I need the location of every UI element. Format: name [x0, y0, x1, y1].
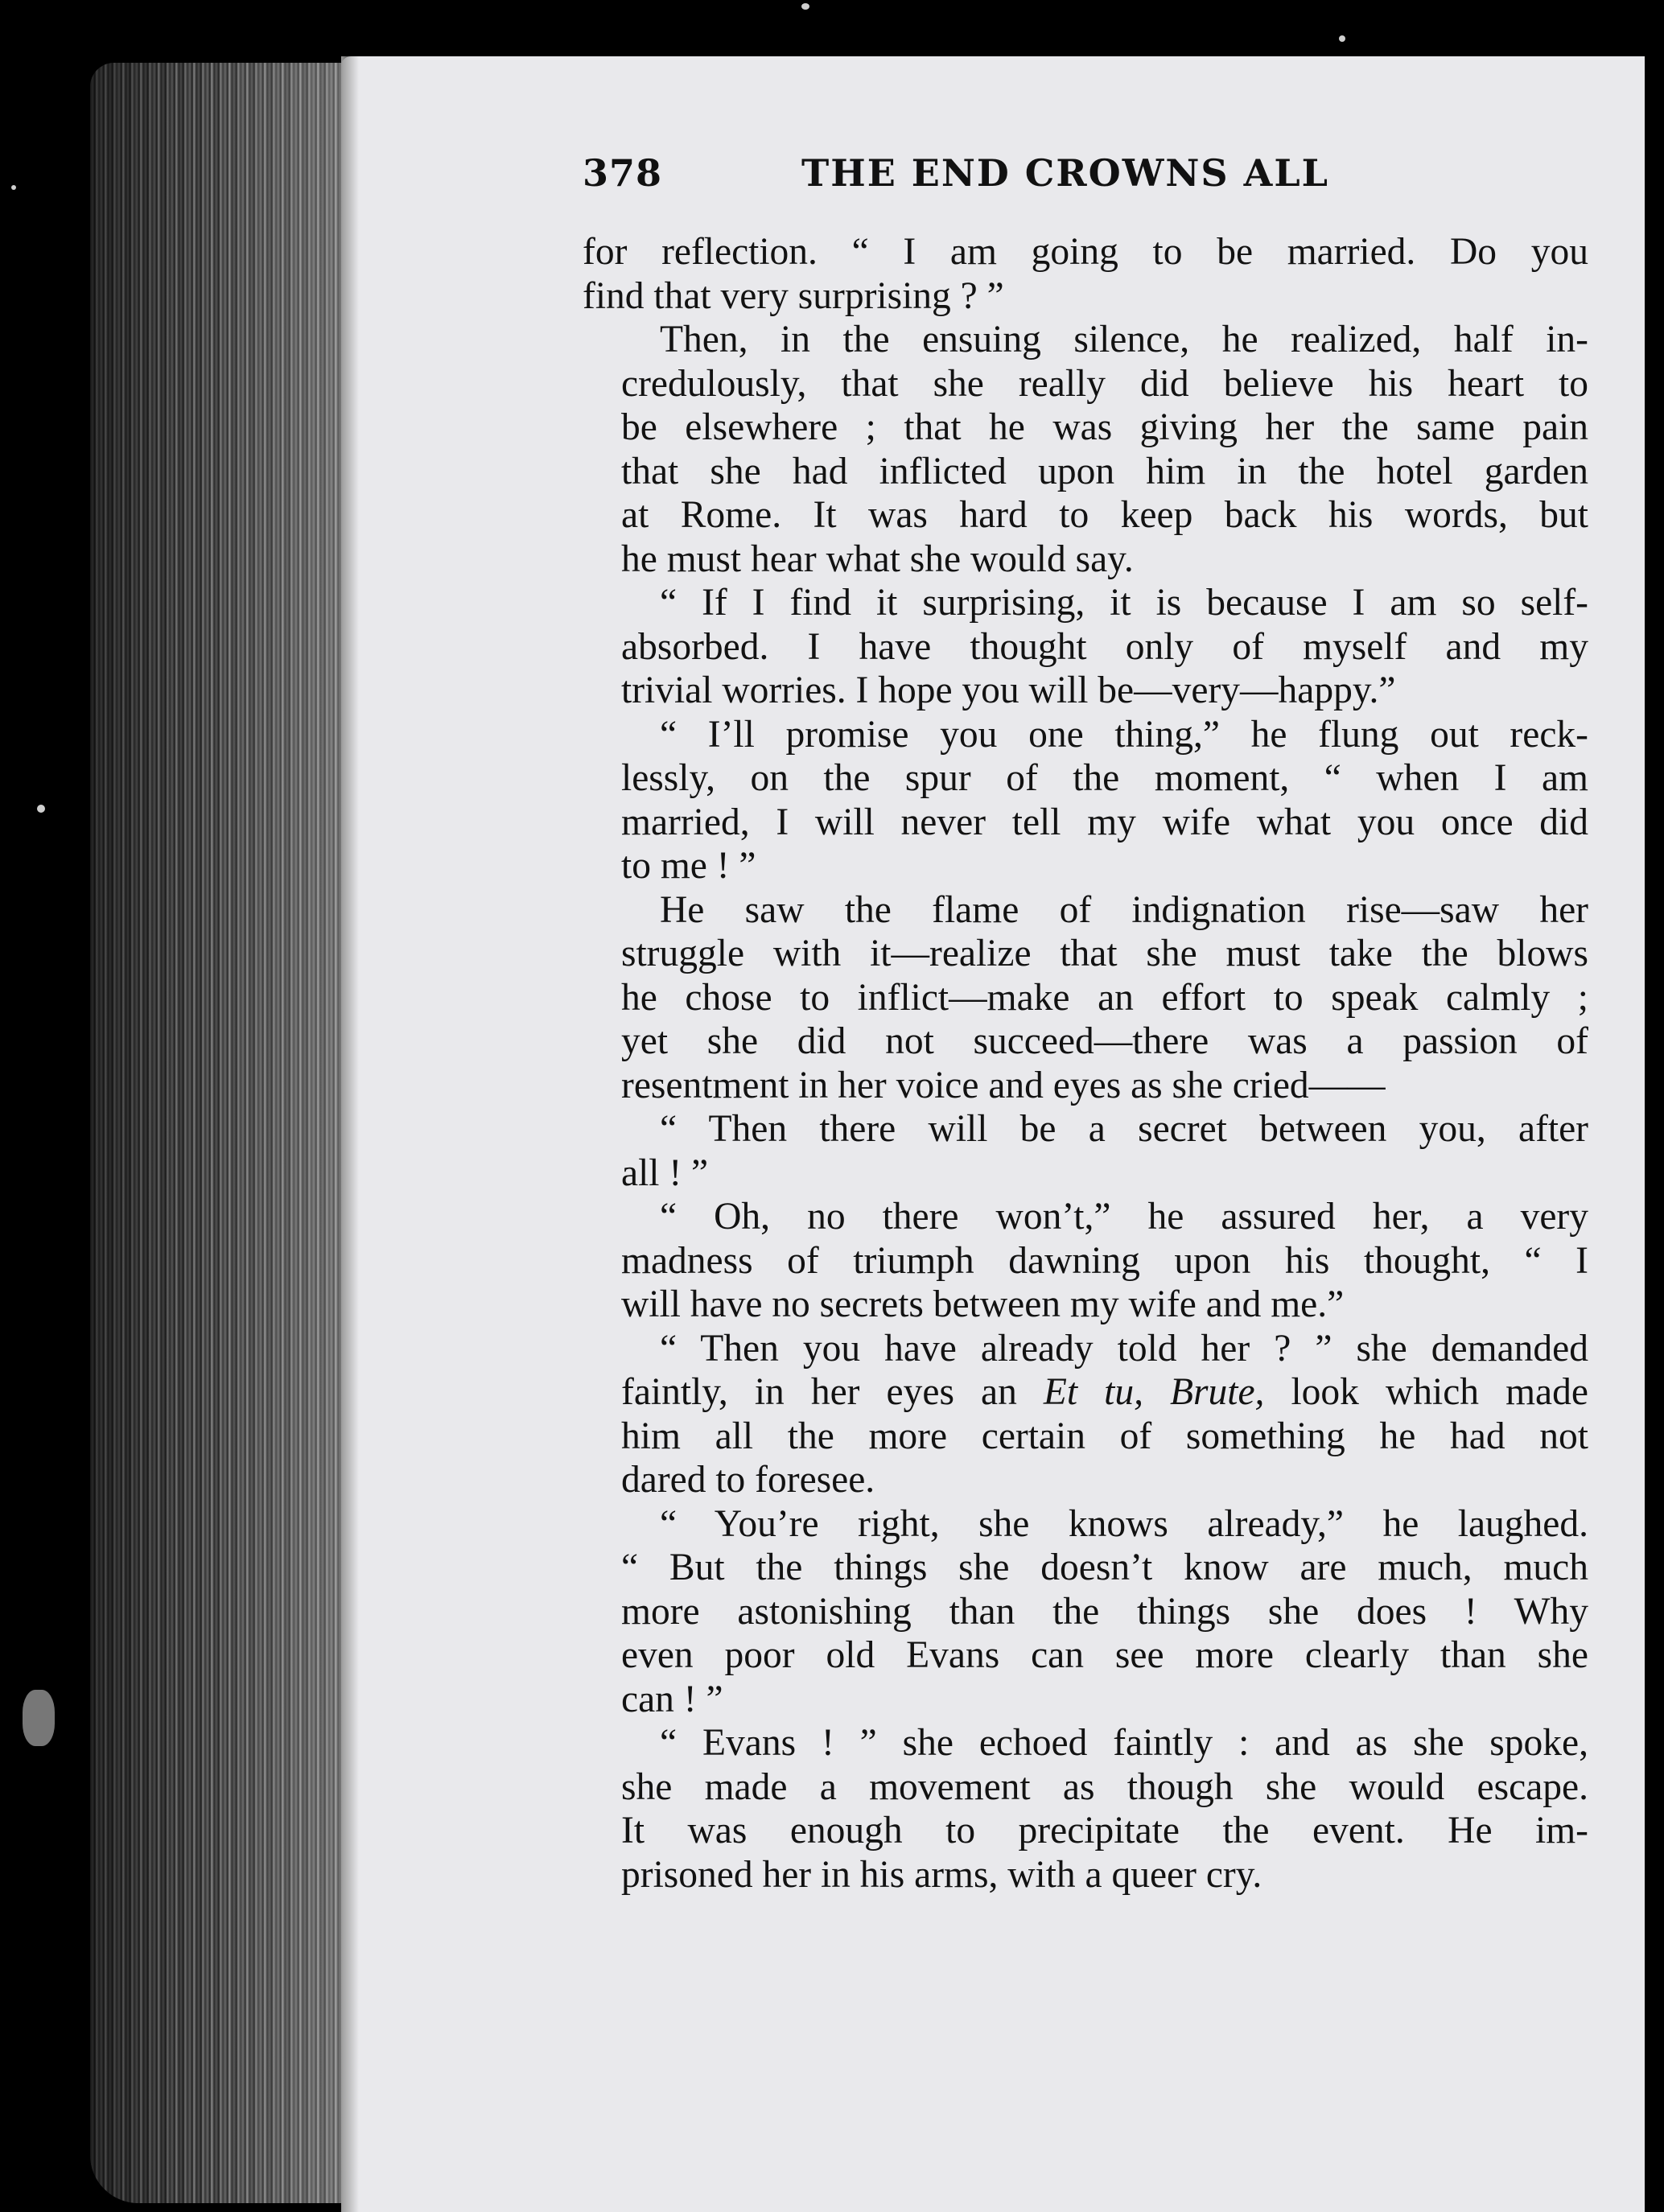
text-line: at Rome. It was hard to keep back his words, but [621, 494, 1588, 536]
paragraph [583, 581, 1588, 713]
text-line: struggle with it—realize that she must take the blows [621, 933, 1588, 974]
paragraph [583, 1327, 1588, 1502]
text-line: can ! ” [621, 1678, 723, 1720]
paragraph [583, 1721, 1588, 1897]
text-line: will have no secrets between my wife and me.” [621, 1283, 1345, 1325]
text-line: that she had inflicted upon him in the hotel garden [621, 450, 1588, 492]
scan-speck [801, 3, 809, 10]
text-line: “ If I find it surprising, it is because I am so self- [660, 582, 1588, 624]
text-line: him all the more certain of something he had not [621, 1415, 1588, 1457]
scan-speck [37, 805, 45, 813]
text-line: It was enough to precipitate the event. He im- [621, 1810, 1588, 1852]
text-line: “ Then you have already told her ? ” she demanded [660, 1327, 1588, 1370]
text-line: “ Oh, no there won’t,” he assured her, a very [660, 1196, 1588, 1238]
paragraph [583, 1107, 1588, 1195]
text-line: madness of triumph dawning upon his thought, “ I [621, 1239, 1588, 1282]
text-line: “ Then there will be a secret between you, after [660, 1108, 1588, 1150]
text-line: all ! ” [621, 1151, 709, 1194]
text-line: prisoned her in his arms, with a queer cry. [621, 1853, 1262, 1896]
paragraph [583, 1195, 1588, 1327]
paragraph [583, 713, 1588, 888]
text-line: “ But the things she doesn’t know are much, much [621, 1547, 1588, 1588]
paragraph [583, 318, 1588, 581]
text-line: even poor old Evans can see more clearly than she [621, 1634, 1588, 1676]
paragraph [583, 888, 1588, 1108]
text-line: yet she did not succeed—there was a passion of [621, 1020, 1588, 1062]
text-line: absorbed. I have thought only of myself and my [621, 625, 1588, 668]
text-line: “ Evans ! ” she echoed faintly : and as she spoke, [660, 1722, 1588, 1764]
text-line: married, I will never tell my wife what you once did [621, 801, 1588, 843]
text-line: “ I’ll promise you one thing,” he flung out reck- [660, 713, 1588, 756]
text-line: resentment in her voice and eyes as she cried—— [621, 1064, 1386, 1106]
paragraph [583, 230, 1588, 318]
text-line: He saw the flame of indignation rise—saw her [660, 888, 1588, 931]
paragraph [583, 1502, 1588, 1722]
text-line: Then, in the ensuing silence, he realized, half in- [660, 319, 1588, 360]
body-text [583, 230, 1588, 1897]
scan-speck [1339, 35, 1345, 42]
text-line: find that very surprising ? ” [583, 274, 1004, 317]
running-head [583, 143, 1387, 208]
text-line: for reflection. “ I am going to be married. Do you [583, 231, 1588, 273]
text-line: she made a movement as though she would escape. [621, 1765, 1588, 1808]
text-line: he must hear what she would say. [621, 538, 1134, 580]
scan-speck [23, 1690, 55, 1746]
text-line: credulously, that she really did believe his heart to [621, 362, 1588, 405]
text-line: he chose to inflict—make an effort to speak calmly ; [621, 976, 1588, 1019]
text-line: be elsewhere ; that he was giving her the same pain [621, 406, 1588, 448]
text-line: more astonishing than the things she does ! Why [621, 1590, 1588, 1633]
text-line: “ You’re right, she knows already,” he laughed. [660, 1502, 1588, 1545]
text-line: lessly, on the spur of the moment, “ when I am [621, 757, 1588, 799]
text-line: trivial worries. I hope you will be—very—happy.” [621, 669, 1396, 711]
text-line: dared to foresee. [621, 1459, 875, 1501]
text-line: to me ! ” [621, 845, 756, 887]
page-number: 378 [583, 151, 663, 195]
text-line: faintly, in her eyes an Et tu, Brute, look which made [621, 1371, 1588, 1413]
book-fore-edge [90, 63, 346, 2203]
scan-speck [11, 185, 16, 190]
running-title: THE END CROWNS ALL [801, 151, 1330, 195]
